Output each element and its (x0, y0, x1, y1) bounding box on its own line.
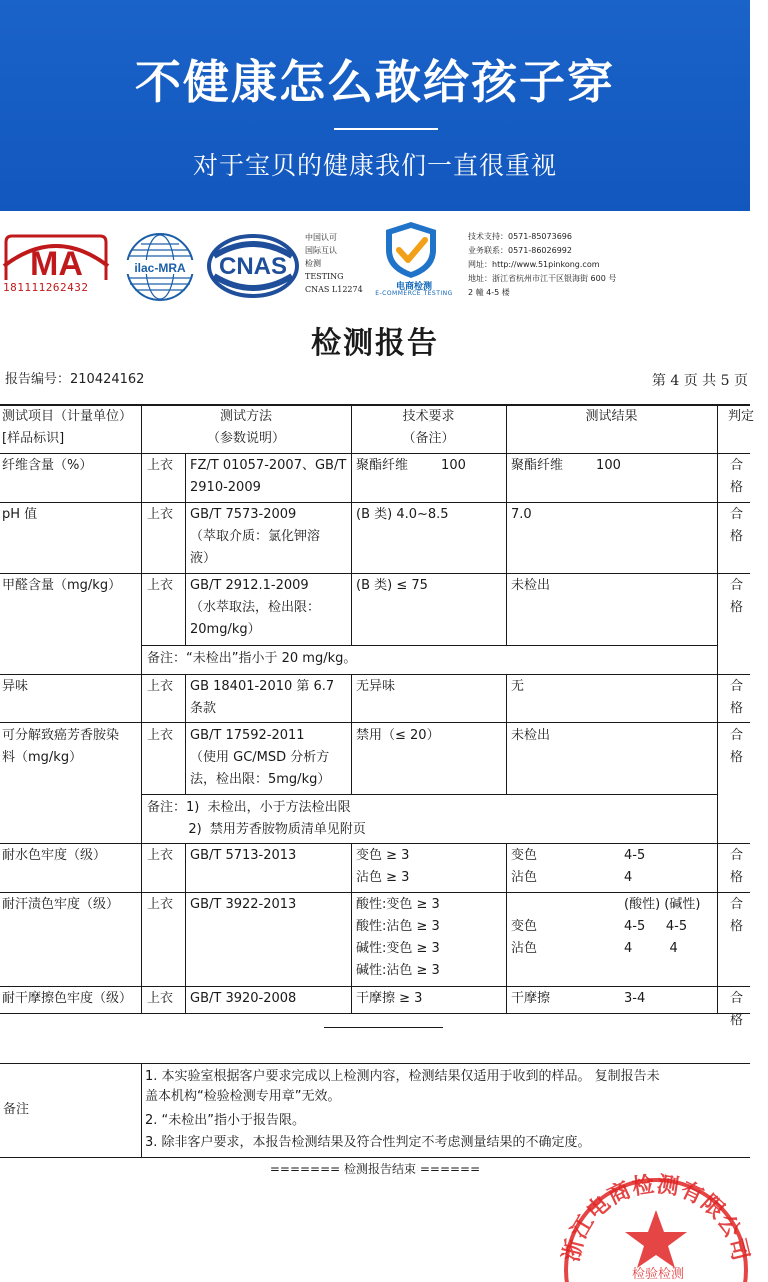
row-method: GB 18401-2010 第 6.7 条款 (190, 679, 335, 716)
row-method: GB/T 17592-2011 （使用 GC/MSD 分析方 法，检出限：5mg/kg） (190, 728, 331, 787)
contact-address-cont: 2 幢 4-5 楼 (468, 288, 510, 297)
page-indicator: 第 4 页 共 5 页 (651, 373, 748, 389)
row-judgement: 合格 (730, 728, 744, 765)
row-sample: 上衣 (147, 728, 174, 743)
row-result-values: 3-4 (624, 991, 646, 1006)
contact-website: 网址：http://www.51pinkong.com (468, 260, 600, 269)
row-method: GB/T 7573-2009 （萃取介质：氯化钾溶 液） (190, 507, 321, 566)
row-result: 干摩擦 (511, 991, 551, 1006)
row-judgement: 合格 (730, 679, 744, 716)
ilac-mra-logo (122, 232, 198, 302)
row-judgement: 合格 (730, 507, 744, 544)
ecommerce-testing-title: 电商检测 (395, 282, 432, 292)
row-requirement: 酸性:变色 ≥ 3 酸性:沾色 ≥ 3 碱性:变色 ≥ 3 碱性:沾色 ≥ 3 (356, 897, 440, 978)
row-result: 聚酯纤维 100 (511, 458, 621, 473)
report-title: 检测报告 (311, 326, 439, 361)
row-judgement: 合格 (730, 991, 744, 1028)
contact-business: 业务联系：0571-86026992 (468, 246, 572, 255)
row-sample: 上衣 (147, 507, 174, 522)
ilac-logo-text: ilac-MRA (134, 261, 186, 275)
row-requirement: 禁用（≤ 20） (356, 728, 440, 743)
row-requirement: (B 类) ≤ 75 (356, 578, 428, 593)
ecommerce-testing-shield-icon (378, 220, 444, 280)
contact-address: 地址：浙江省杭州市江干区银海街 600 号 (468, 274, 617, 283)
note-formaldehyde: 备注：“未检出”指小于 20 mg/kg。 (147, 651, 357, 666)
company-seal-stamp (558, 1138, 754, 1282)
header-requirement: 技术要求 （备注） (402, 409, 455, 446)
row-requirement: 聚酯纤维 100 (356, 458, 466, 473)
header-test-method: 测试方法 （参数说明） (206, 409, 285, 446)
row-method: FZ/T 01057-2007、GB/T 2910-2009 (190, 458, 347, 495)
contact-info (468, 230, 748, 300)
contact-tech-support: 技术支持：0571-85073696 (468, 232, 572, 241)
row-result: 无 (511, 679, 525, 694)
row-requirement: 干摩擦 ≥ 3 (356, 991, 423, 1006)
row-item: 纤维含量（%） (2, 458, 93, 473)
row-item: 可分解致癌芳香胺染 料（mg/kg） (2, 728, 120, 765)
cma-number: 181111262432 (3, 281, 89, 294)
cnas-info-line: 检测 (305, 259, 321, 268)
header-banner (0, 0, 750, 211)
row-judgement: 合格 (730, 848, 744, 885)
remark-item: 1. 本实验室根据客户要求完成以上检测内容，检测结果仅适用于收到的样品。 复制报告未 盖本机构“检验检测专用章”无效。 (145, 1069, 660, 1104)
header-judgement: 判定 (728, 409, 755, 424)
row-requirement: 变色 ≥ 3 沾色 ≥ 3 (356, 848, 410, 885)
row-result: 未检出 (511, 728, 551, 743)
cma-logo (2, 232, 110, 282)
row-judgement: 合格 (730, 897, 744, 934)
remark-item: 2. “未检出”指小于报告限。 (145, 1113, 306, 1128)
cnas-info (305, 231, 375, 296)
banner-title: 不健康怎么敢给孩子穿 (135, 55, 615, 109)
banner-subtitle: 对于宝贝的健康我们一直很重视 (192, 151, 557, 180)
row-requirement: 无异味 (356, 679, 396, 694)
row-item: 耐汗渍色牢度（级） (2, 897, 120, 912)
row-method: GB/T 5713-2013 (190, 848, 297, 863)
report-number: 报告编号：210424162 (5, 372, 145, 387)
seal-bottom-text: 检验检测 (631, 1267, 685, 1282)
row-item: 耐干摩擦色牢度（级） (2, 991, 133, 1006)
note-amine: 备注：1) 未检出，小于方法检出限 2) 禁用芳香胺物质清单见附页 (147, 800, 366, 837)
row-result-values: 4-5 4 (624, 848, 646, 885)
row-requirement: (B 类) 4.0~8.5 (356, 507, 449, 522)
row-judgement: 合格 (730, 578, 744, 615)
row-method: GB/T 3922-2013 (190, 897, 297, 912)
row-result: 变色 沾色 (511, 919, 538, 956)
cnas-info-line: 国际互认 (305, 246, 337, 255)
section-divider (324, 1027, 443, 1028)
row-sample: 上衣 (147, 897, 174, 912)
row-sample: 上衣 (147, 848, 174, 863)
row-method: GB/T 3920-2008 (190, 991, 297, 1006)
header-result: 测试结果 (585, 409, 638, 424)
row-sample: 上衣 (147, 458, 174, 473)
remarks-label: 备注 (3, 1102, 30, 1117)
cnas-info-line: CNAS L12274 (305, 285, 363, 294)
cnas-info-line: TESTING (305, 272, 344, 281)
row-judgement: 合格 (730, 458, 744, 495)
report-end-marker: ======= 检测报告结束 ====== (269, 1162, 481, 1176)
row-item: 甲醛含量（mg/kg） (2, 578, 122, 593)
row-result-values: (酸性) (碱性) 4-5 4-5 4 4 (624, 897, 701, 956)
row-result: 未检出 (511, 578, 551, 593)
row-result: 变色 沾色 (511, 848, 538, 885)
cnas-info-line: 中国认可 (305, 233, 337, 242)
ecommerce-testing-subtitle: E-COMMERCE TESTING (375, 290, 453, 297)
seal-text: 浙江电商检测有限公司 (558, 1171, 754, 1265)
row-result: 7.0 (511, 507, 532, 522)
row-item: 耐水色牢度（级） (2, 848, 107, 863)
cma-logo-text: MA (30, 245, 83, 283)
row-sample: 上衣 (147, 991, 174, 1006)
cnas-logo-text: CNAS (218, 253, 288, 280)
row-method: GB/T 2912.1-2009 （水萃取法，检出限： 20mg/kg） (190, 578, 321, 637)
row-sample: 上衣 (147, 578, 174, 593)
cnas-logo (206, 234, 300, 298)
row-sample: 上衣 (147, 679, 174, 694)
row-item: 异味 (2, 679, 29, 694)
remark-item: 3. 除非客户要求，本报告检测结果及符合性判定不考虑测量结果的不确定度。 (145, 1135, 591, 1150)
header-test-item: 测试项目（计量单位） [样品标识] (2, 409, 133, 446)
banner-divider (334, 128, 438, 130)
row-item: pH 值 (2, 507, 38, 522)
